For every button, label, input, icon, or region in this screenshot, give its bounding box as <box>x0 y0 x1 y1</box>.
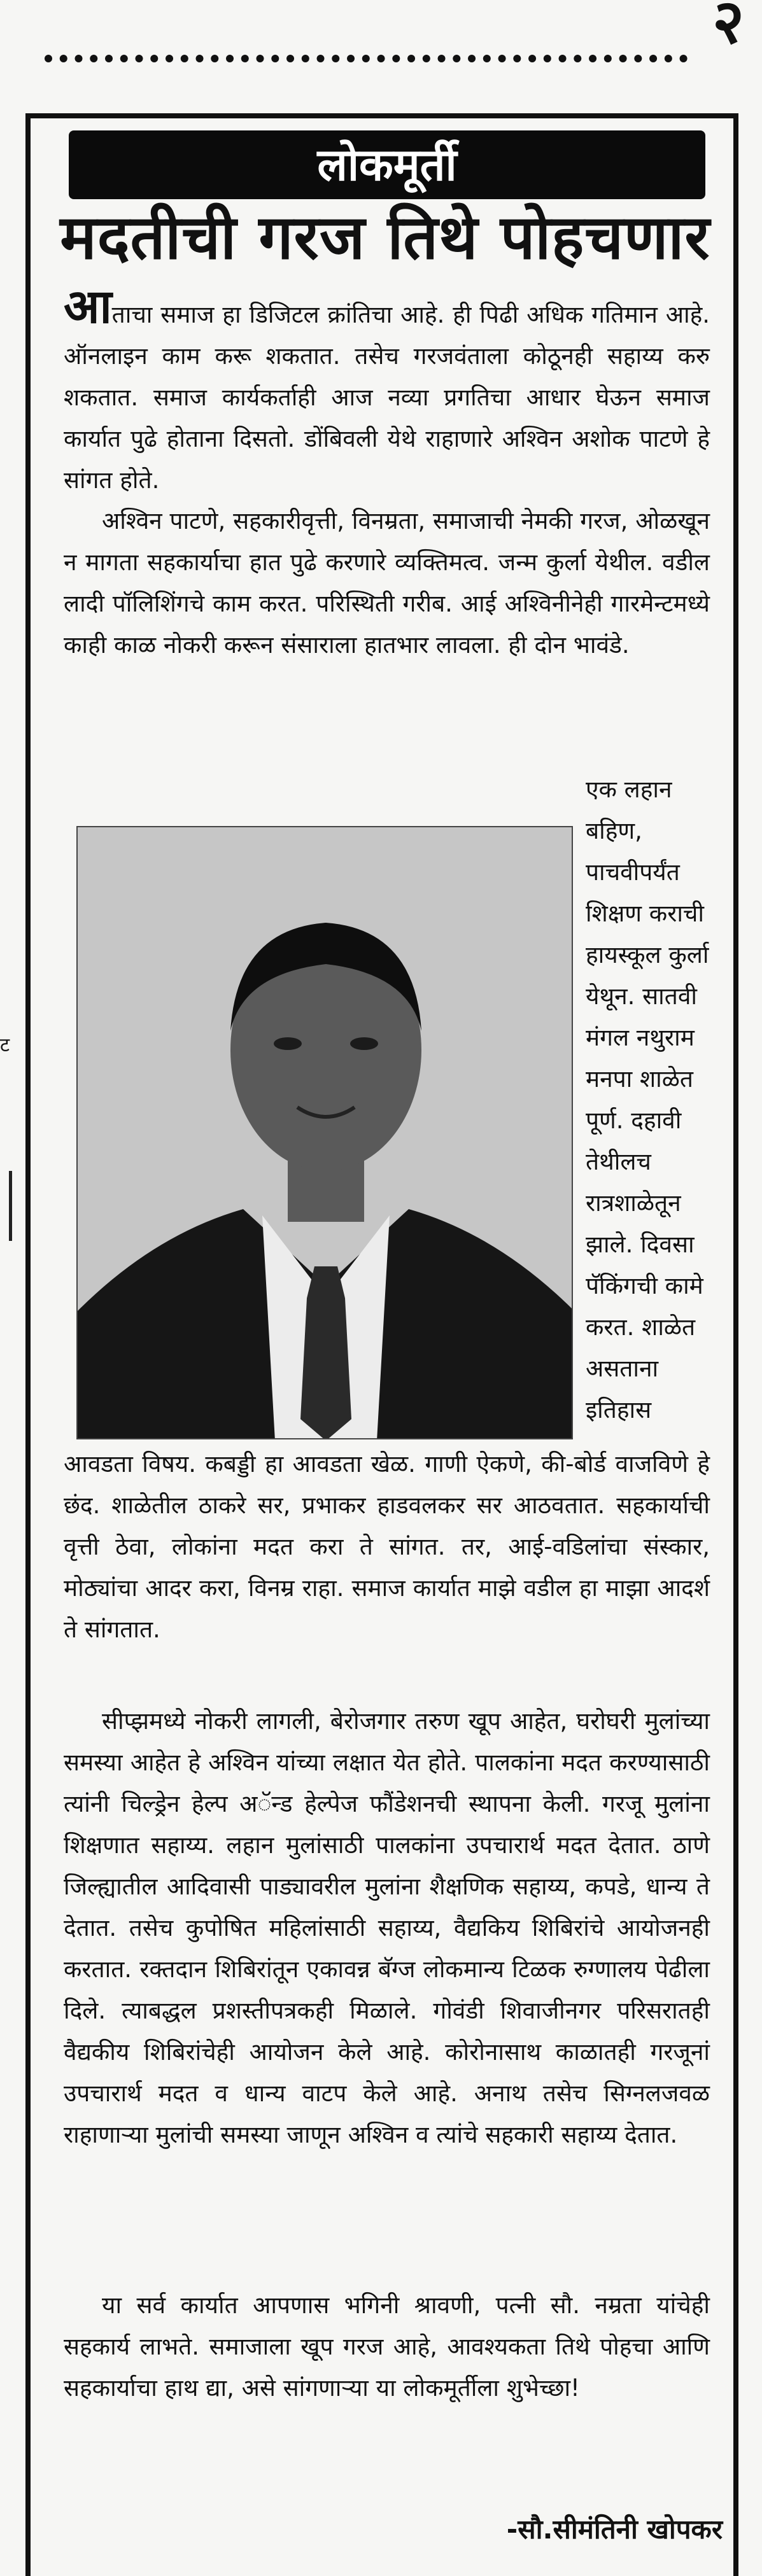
author-byline: -सौ.सीमंतिनी खोपकर <box>506 2514 723 2545</box>
drop-cap: आ <box>64 279 112 334</box>
wrapped-line: रात्रशाळेतून <box>586 1189 681 1217</box>
wrapped-line: झाले. दिवसा <box>586 1231 695 1258</box>
paragraph-5-text: या सर्व कार्यात आपणास भगिनी श्रावणी, पत्नी सौ. नम्रता यांचेही सहकार्य लाभते. समाजाला खूप गरज आहे, आवश्यकता तिथे पोहचा आणि सहकार्याचा हाथ द्या, असे सांगणाऱ्या या लोकमूर्तीला शुभेच्छा! <box>64 2292 710 2402</box>
left-eye <box>274 1037 302 1050</box>
wrapped-line: हायस्कूल कुर्ला <box>586 941 709 969</box>
article-paragraph-2 <box>64 500 710 666</box>
wrapped-line: तेथीलच <box>586 1148 651 1175</box>
right-eye <box>350 1037 378 1050</box>
adjacent-column-rule <box>0 1171 12 1241</box>
wrapped-line: पूर्ण. दहावी <box>586 1107 682 1134</box>
wrapped-line: मनपा शाळेत <box>586 1065 693 1093</box>
wrapped-line: इतिहास <box>586 1396 652 1424</box>
wrapped-line: पाचवीपर्यंत <box>586 858 680 886</box>
article-paragraph-5 <box>64 2285 710 2409</box>
article-paragraph-1 <box>64 279 710 501</box>
wrapped-line: शिक्षण कराची <box>586 900 704 927</box>
wrapped-line: पॅकिंगची कामे <box>586 1272 703 1299</box>
paragraph-3-text: आवडता विषय. कबड्डी हा आवडता खेळ. गाणी ऐकणे, की-बोर्ड वाजविणे हे छंद. शाळेतील ठाकरे सर, प्रभाकर हाडवलकर सर आठवतात. सहकार्याची वृत्ती ठेवा, लोकांना मदत करा ते सांगत. तर, आई-वडिलांचा संस्कार, मोठ्यांचा आदर करा, विनम्र राहा. समाज कार्यात माझे वडील हा माझा आदर्श ते सांगतात. <box>64 1450 710 1643</box>
column-title-banner: लोकमूर्ती <box>69 130 705 199</box>
wrapped-line: बहिण, <box>586 817 642 844</box>
paragraph-2-text: अश्विन पाटणे, सहकारीवृत्ती, विनम्रता, समाजाची नेमकी गरज, ओळखून न मागता सहकार्याचा हात पुढे करणारे व्यक्तिमत्व. जन्म कुर्ला येथील. वडील लादी पॉलिशिंगचे काम करत. परिस्थिती गरीब. आई अश्विनीनेही गारमेन्टमध्ये काही काळ नोकरी करून संसाराला हातभार लावला. ही दोन भावंडे. <box>64 507 710 659</box>
wrapped-line: असताना <box>586 1355 659 1382</box>
article-paragraph-4 <box>64 1700 710 2155</box>
portrait-photo <box>76 826 573 1439</box>
portrait-illustration <box>78 827 573 1439</box>
article-headline: मदतीची गरज तिथे पोहचणार <box>60 202 710 273</box>
wrapped-line: एक लहान <box>586 776 672 803</box>
wrapped-line: मंगल नथुराम <box>586 1024 695 1051</box>
page-number: २ <box>712 0 744 57</box>
wrapped-text-column <box>586 769 745 1431</box>
wrapped-line: येथून. सातवी <box>586 983 698 1010</box>
adjacent-column-fragment: ट <box>0 1034 10 1056</box>
article-paragraph-3 <box>64 1443 710 1650</box>
paragraph-4-text: सीप्झमध्ये नोकरी लागली, बेरोजगार तरुण खूप आहेत, घरोघरी मुलांच्या समस्या आहेत हे अश्विन यांच्या लक्षात येत होते. पालकांना मदत करण्यासाठी त्यांनी चिल्ड्रेन हेल्प अॅन्ड हेल्पेज फौंडेशनची स्थापना केली. गरजू मुलांना शिक्षणात सहाय्य. लहान मुलांसाठी पालकांना उपचारार्थ मदत देतात. ठाणे जिल्ह्यातील आदिवासी पाड्यावरील मुलांना शैक्षणिक सहाय्य, कपडे, धान्य ते देतात. तसेच कुपोषित महिलांसाठी सहाय्य, वैद्यकिय शिबिरांचे आयोजनही करतात. रक्तदान शिबिरांतून एकावन्न बॅग्ज लोकमान्य टिळक रुग्णालय पेढीला दिले. त्याबद्धल प्रशस्तीपत्रकही मिळाले. गोवंडी शिवाजीनगर परिसरातही वैद्यकीय शिबिरांचेही आयोजन केले आहे. कोरोनासाथ काळातही गरजूनां उपचारार्थ मदत व धान्य वाटप केले आहे. अनाथ तसेच सिग्नलजवळ राहाणाऱ्या मुलांची समस्या जाणून अश्विन व त्यांचे सहकारी सहाय्य देतात. <box>64 1707 710 2148</box>
wrapped-line: करत. शाळेत <box>586 1313 696 1341</box>
paragraph-1-text: ताचा समाज हा डिजिटल क्रांतिचा आहे. ही पिढी अधिक गतिमान आहे. ऑनलाइन काम करू शकतात. तसेच गरजवंताला कोठूनही सहाय्य करु शकतात. समाज कार्यकर्ताही आज नव्या प्रगतिचा आधार घेऊन समाज कार्यात पुढे होताना दिसतो. डोंबिवली येथे राहाणारे अश्विन अशोक पाटणे हे सांगत होते. <box>64 301 710 494</box>
dotted-divider <box>45 55 688 62</box>
